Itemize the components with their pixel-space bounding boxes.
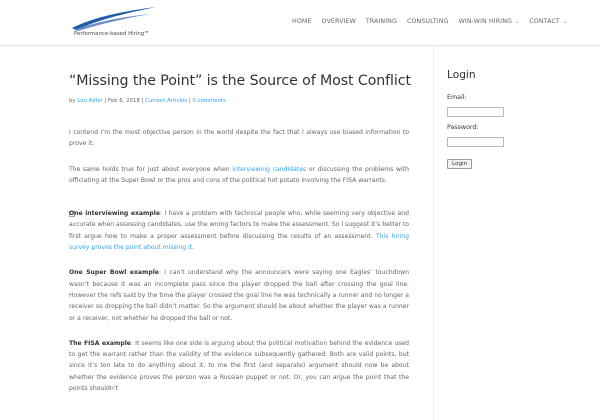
paragraph-fisa-example	[69, 338, 409, 394]
post-title: “Missing the Point” is the Source of Most Conflict	[69, 73, 411, 89]
sidebar-divider	[433, 46, 434, 420]
meta-by: by	[69, 98, 76, 104]
login-button[interactable]: Login	[447, 159, 472, 169]
post-meta	[69, 98, 409, 104]
bold-lead: One interviewing example	[69, 210, 160, 218]
nav-item-win-win-hiring[interactable]	[459, 18, 520, 25]
nav-label: OVERVIEW	[321, 18, 356, 25]
article	[69, 46, 409, 394]
bold-lead: One Super Bowl example	[69, 269, 159, 277]
meta-separator: |	[139, 98, 146, 104]
password-field[interactable]	[447, 137, 504, 147]
paragraph-super-bowl-example	[69, 267, 409, 323]
hiring-survey-link[interactable]: This hiring survey proves the point about missing it	[69, 232, 410, 252]
text-run: or discussing the problems with officiating at the Super Bowl or the pros and cons of the political hot potato involving the FISA warrants.	[69, 165, 409, 184]
paragraph-intro: I contend I’m the most objective person in the world despite the fact that I always use biased information to prove it.	[69, 129, 409, 148]
meta-separator: |	[102, 98, 108, 104]
nav-item-overview[interactable]	[322, 18, 356, 25]
nav-item-training[interactable]	[366, 18, 397, 25]
site-logo[interactable]	[70, 6, 160, 40]
nav-item-contact[interactable]	[529, 18, 567, 25]
text-run: The same holds true for just about everyone when	[69, 165, 233, 173]
meta-separator: |	[187, 98, 193, 104]
paragraph-same-holds	[69, 164, 409, 187]
text-run: : I can’t understand why the announcers were saying one Eagles’ touchdown wasn’t because it was an incomplete pass since the player dropped the ball after crossing the goal line. However the refs said by the time the player crossed the goal line he was technically a runner and no longer a receiver so dropping the ball didn’t matter. So the argument should be about whether the player was a runner or a receiver, not whether he dropped the ball or not.	[69, 269, 409, 322]
comments-link[interactable]: 0 comments	[192, 98, 226, 104]
text-run: : It seems like one side is arguing about the political motivation behind the evidence used to get the warrant rather than the validity of the evidence subsequently gathered. Both are valid points, but since it’s too late to do anything about it, to me the first (and separate) argument should now be about whether the evidence proves the person was a Russian puppet or not. Or, you can argue the point that the points shouldn’t	[69, 339, 410, 393]
logo-swoosh-icon	[70, 6, 160, 32]
password-label: Password:	[447, 124, 479, 131]
bold-lead: The FISA example	[69, 339, 131, 347]
post-date: Feb 6, 2018	[107, 98, 140, 104]
text-run: : I have a problem with technical people who, while seeming very objective and accurate when assessing candidates, use the wrong factors to make the assessment. So I suggest it’s better to first argue how to make a proper assessment before discussing the results of an assessment.	[69, 210, 410, 240]
site-header	[0, 0, 600, 46]
nav-label: CONTACT	[529, 18, 560, 25]
interviewing-candidates-link[interactable]: interviewing candidates	[232, 165, 307, 173]
nav-item-consulting[interactable]	[407, 18, 449, 25]
nav-label: HOME	[292, 18, 312, 25]
chevron-down-icon: ⌄	[514, 18, 520, 25]
nav-label: CONSULTING	[406, 18, 449, 25]
chevron-down-icon: ⌄	[562, 18, 568, 25]
nav-label: WIN-WIN HIRING	[458, 18, 512, 25]
email-field[interactable]	[447, 107, 504, 117]
author-link[interactable]: Lou Adler	[77, 98, 103, 104]
main-nav	[292, 18, 567, 25]
login-widget-title: Login	[447, 69, 476, 81]
paragraph-interviewing-example	[69, 208, 409, 253]
sidebar	[447, 46, 567, 169]
category-link[interactable]: Current Articles	[145, 98, 188, 104]
nav-label: TRAINING	[365, 18, 397, 25]
nav-item-home[interactable]	[292, 18, 312, 25]
email-label: Email:	[447, 94, 467, 101]
logo-text: Performance-based Hiring℠	[74, 31, 150, 37]
text-run: .	[192, 244, 195, 252]
